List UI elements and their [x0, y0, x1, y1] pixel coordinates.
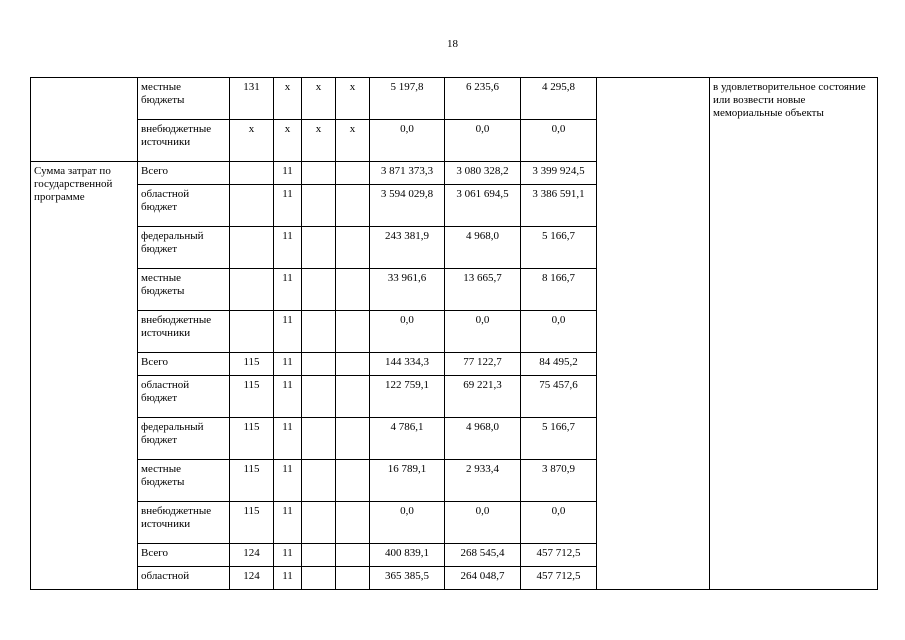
- code-cell: х: [274, 120, 302, 162]
- code-cell: [230, 269, 274, 311]
- amount-cell: 0,0: [521, 502, 597, 544]
- amount-cell: 5 166,7: [521, 418, 597, 460]
- amount-cell: 13 665,7: [445, 269, 521, 311]
- code-cell: [336, 162, 370, 185]
- amount-cell: 6 235,6: [445, 78, 521, 120]
- amount-cell: 400 839,1: [370, 544, 445, 567]
- amount-cell: 0,0: [445, 502, 521, 544]
- amount-cell: 268 545,4: [445, 544, 521, 567]
- amount-cell: 33 961,6: [370, 269, 445, 311]
- code-cell: [336, 227, 370, 269]
- funding-source: федеральный бюджет: [138, 418, 230, 460]
- funding-source: Всего: [138, 353, 230, 376]
- code-cell: 11: [274, 544, 302, 567]
- amount-cell: 77 122,7: [445, 353, 521, 376]
- code-cell: [302, 376, 336, 418]
- amount-cell: 3 061 694,5: [445, 185, 521, 227]
- amount-cell: 3 870,9: [521, 460, 597, 502]
- funding-source: областной: [138, 567, 230, 590]
- code-cell: [336, 185, 370, 227]
- code-cell: [336, 544, 370, 567]
- funding-source: внебюджетные источники: [138, 120, 230, 162]
- program-cell-empty: [31, 78, 138, 162]
- page-number: 18: [447, 38, 458, 50]
- code-cell: 11: [274, 418, 302, 460]
- code-cell: [230, 185, 274, 227]
- code-cell: [336, 269, 370, 311]
- amount-cell: 264 048,7: [445, 567, 521, 590]
- code-cell: х: [302, 120, 336, 162]
- amount-cell: 0,0: [370, 502, 445, 544]
- amount-cell: 8 166,7: [521, 269, 597, 311]
- code-cell: [302, 227, 336, 269]
- code-cell: х: [230, 120, 274, 162]
- code-cell: 115: [230, 418, 274, 460]
- code-cell: 11: [274, 269, 302, 311]
- amount-cell: 4 786,1: [370, 418, 445, 460]
- table-body: [31, 78, 878, 590]
- amount-cell: 457 712,5: [521, 544, 597, 567]
- code-cell: 11: [274, 311, 302, 353]
- amount-cell: 4 968,0: [445, 418, 521, 460]
- code-cell: [302, 418, 336, 460]
- funding-source: федеральный бюджет: [138, 227, 230, 269]
- code-cell: 11: [274, 567, 302, 590]
- code-cell: [336, 567, 370, 590]
- amount-cell: 2 933,4: [445, 460, 521, 502]
- funding-source: местные бюджеты: [138, 269, 230, 311]
- amount-cell: 0,0: [445, 120, 521, 162]
- code-cell: [302, 185, 336, 227]
- code-cell: [302, 567, 336, 590]
- code-cell: х: [274, 78, 302, 120]
- code-cell: [302, 502, 336, 544]
- code-cell: [302, 544, 336, 567]
- code-cell: [336, 460, 370, 502]
- code-cell: 115: [230, 353, 274, 376]
- code-cell: [302, 311, 336, 353]
- code-cell: 11: [274, 502, 302, 544]
- amount-cell: 84 495,2: [521, 353, 597, 376]
- code-cell: х: [336, 120, 370, 162]
- budget-table: [30, 77, 878, 590]
- code-cell: [336, 311, 370, 353]
- amount-cell: 4 968,0: [445, 227, 521, 269]
- table-row: [31, 78, 878, 120]
- code-cell: [336, 376, 370, 418]
- amount-cell: 0,0: [370, 120, 445, 162]
- code-cell: [302, 269, 336, 311]
- code-cell: 124: [230, 567, 274, 590]
- funding-source: внебюджетные источники: [138, 502, 230, 544]
- amount-cell: 3 594 029,8: [370, 185, 445, 227]
- code-cell: [336, 502, 370, 544]
- amount-cell: 0,0: [370, 311, 445, 353]
- funding-source: местные бюджеты: [138, 460, 230, 502]
- funding-source: местные бюджеты: [138, 78, 230, 120]
- amount-cell: 365 385,5: [370, 567, 445, 590]
- amount-cell: 243 381,9: [370, 227, 445, 269]
- code-cell: 131: [230, 78, 274, 120]
- funding-source: областной бюджет: [138, 185, 230, 227]
- amount-cell: 3 871 373,3: [370, 162, 445, 185]
- code-cell: 115: [230, 376, 274, 418]
- code-cell: 115: [230, 460, 274, 502]
- amount-cell: 16 789,1: [370, 460, 445, 502]
- code-cell: 124: [230, 544, 274, 567]
- funding-source: внебюджетные источники: [138, 311, 230, 353]
- amount-cell: 144 334,3: [370, 353, 445, 376]
- code-cell: [302, 162, 336, 185]
- amount-cell: 122 759,1: [370, 376, 445, 418]
- code-cell: [336, 418, 370, 460]
- funding-source: Всего: [138, 162, 230, 185]
- code-cell: х: [336, 78, 370, 120]
- funding-source: Всего: [138, 544, 230, 567]
- code-cell: [302, 353, 336, 376]
- amount-cell: 3 399 924,5: [521, 162, 597, 185]
- amount-cell: 4 295,8: [521, 78, 597, 120]
- code-cell: [230, 162, 274, 185]
- code-cell: 11: [274, 162, 302, 185]
- code-cell: [302, 460, 336, 502]
- amount-cell: 0,0: [445, 311, 521, 353]
- code-cell: [336, 353, 370, 376]
- amount-cell: 0,0: [521, 120, 597, 162]
- funding-source: областной бюджет: [138, 376, 230, 418]
- code-cell: [230, 311, 274, 353]
- expected-result-text: в удовлетворительное состояние или возвести новые мемориальные объекты: [710, 78, 878, 590]
- amount-cell: 69 221,3: [445, 376, 521, 418]
- code-cell: 11: [274, 185, 302, 227]
- amount-cell: 457 712,5: [521, 567, 597, 590]
- empty-column-cell: [597, 78, 710, 590]
- code-cell: х: [302, 78, 336, 120]
- code-cell: 115: [230, 502, 274, 544]
- amount-cell: 75 457,6: [521, 376, 597, 418]
- code-cell: 11: [274, 460, 302, 502]
- amount-cell: 3 080 328,2: [445, 162, 521, 185]
- program-label: Сумма затрат по государственной программе: [31, 162, 138, 590]
- code-cell: 11: [274, 376, 302, 418]
- code-cell: [230, 227, 274, 269]
- code-cell: 11: [274, 353, 302, 376]
- amount-cell: 0,0: [521, 311, 597, 353]
- amount-cell: 3 386 591,1: [521, 185, 597, 227]
- code-cell: 11: [274, 227, 302, 269]
- amount-cell: 5 166,7: [521, 227, 597, 269]
- amount-cell: 5 197,8: [370, 78, 445, 120]
